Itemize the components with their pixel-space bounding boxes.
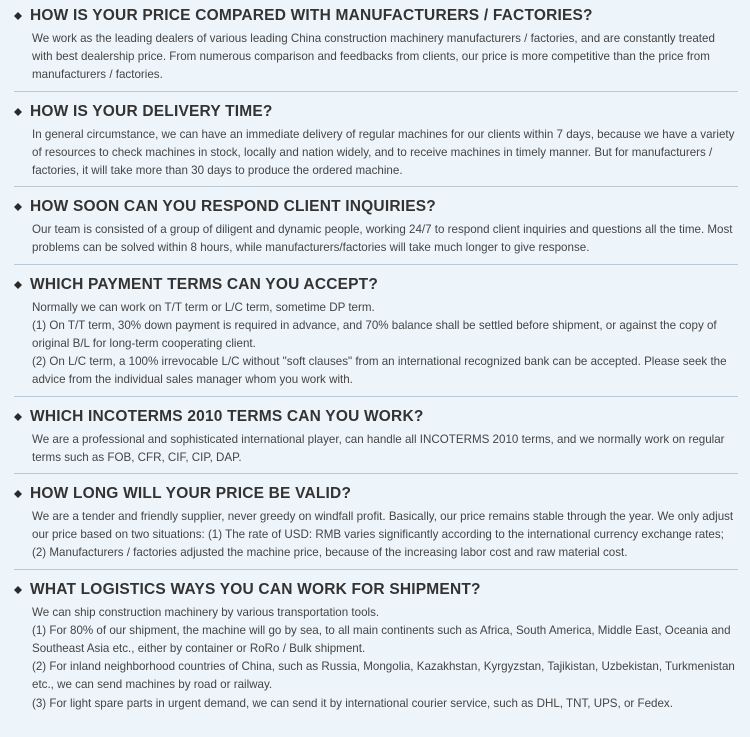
faq-answer-line: (2) On L/C term, a 100% irrevocable L/C without "soft clauses" from an international recognized bank can be accepted. Please seek the advice from the individual sales manager whom you work with. [32,355,727,387]
faq-answer [14,126,738,181]
faq-answer-line: We work as the leading dealers of various leading China construction machinery manufacturers / factories, and are constantly treated with best dealership price. From numerous comparison and feedbacks from clients, our price is more competitive than the price from manufacturers / factories. [32,32,715,82]
faq-item [14,580,738,719]
faq-question [14,6,738,26]
faq-answer [14,508,738,563]
faq-question [14,275,738,295]
diamond-bullet-icon [14,490,22,498]
faq-question [14,407,738,427]
faq-question [14,580,738,600]
faq-question-text: HOW IS YOUR DELIVERY TIME? [30,102,273,120]
faq-answer-line: (3) For light spare parts in urgent demand, we can send it by international courier service, such as DHL, TNT, UPS, or Fedex. [32,696,673,710]
faq-question-text: WHAT LOGISTICS WAYS YOU CAN WORK FOR SHIPMENT? [30,580,481,598]
diamond-bullet-icon [14,12,22,20]
faq-answer-line: (1) On T/T term, 30% down payment is required in advance, and 70% balance shall be settled before shipment, or against the copy of original B/L for long-term cooperating client. [32,318,717,351]
faq-answer-line: We are a tender and friendly supplier, never greedy on windfall profit. Basically, our price remains stable through the year. We only adjust our price based on two situations: (1) The rate of USD: RMB varies significantly according to the international currency exchange rates; (2) Manufacturers / factories adjusted the machine price, because of the increasing labor cost and raw material cost. [32,510,734,560]
diamond-bullet-icon [14,203,22,211]
faq-answer-line: (1) For 80% of our shipment, the machine will go by sea, to all main continents such as Africa, South America, Middle East, Oceania and Southeast Asia etc., either by container or RoRo / Bulk shipment. [32,623,731,656]
faq-item [14,275,738,397]
faq-answer [14,221,738,257]
faq-answer-line: In general circumstance, we can have an immediate delivery of regular machines for our clients within 7 days, because we have a variety of resources to check machines in stock, locally and nation widely, and to receive machines in timely manner. But for manufacturers / factories, it will take more than 30 days to produce the ordered machine. [32,127,735,178]
faq-answer-line: We can ship construction machinery by various transportation tools. [32,605,380,619]
faq-question [14,102,738,122]
faq-item [14,484,738,570]
diamond-bullet-icon [14,108,22,116]
faq-question [14,484,738,504]
diamond-bullet-icon [14,586,22,594]
faq-answer-line: We are a professional and sophisticated international player, can handle all INCOTERMS 2010 terms, and we normally work on regular terms such as FOB, CFR, CIF, CIP, DAP. [32,432,725,464]
faq-answer-line: Our team is consisted of a group of diligent and dynamic people, working 24/7 to respond client inquiries and questions all the time. Most problems can be solved within 8 hours, while manufacturers/factories will take much longer to give response. [32,223,733,255]
faq-question [14,197,738,217]
faq-item [14,6,738,92]
faq-answer-line: (2) For inland neighborhood countries of China, such as Russia, Mongolia, Kazakhstan, Kyrgyzstan, Tajikistan, Uzbekistan, Turkmenistan etc., we can send machines by road or railway. [32,660,735,692]
faq-answer-line: Normally we can work on T/T term or L/C term, sometime DP term. [32,300,375,314]
faq-question-text: HOW SOON CAN YOU RESPOND CLIENT INQUIRIES? [30,198,436,216]
faq-answer [14,299,738,390]
faq-question-text: HOW IS YOUR PRICE COMPARED WITH MANUFACTURERS / FACTORIES? [30,7,593,24]
faq-answer [14,30,738,85]
faq-question-text: HOW LONG WILL YOUR PRICE BE VALID? [30,485,352,503]
faq-item [14,407,738,474]
diamond-bullet-icon [14,281,22,289]
diamond-bullet-icon [14,413,22,421]
faq-item [14,102,738,188]
faq-question-text: WHICH PAYMENT TERMS CAN YOU ACCEPT? [30,275,379,293]
faq-answer [14,431,738,467]
faq-item [14,197,738,264]
faq-question-text: WHICH INCOTERMS 2010 TERMS CAN YOU WORK? [30,407,424,425]
faq-answer [14,604,738,713]
